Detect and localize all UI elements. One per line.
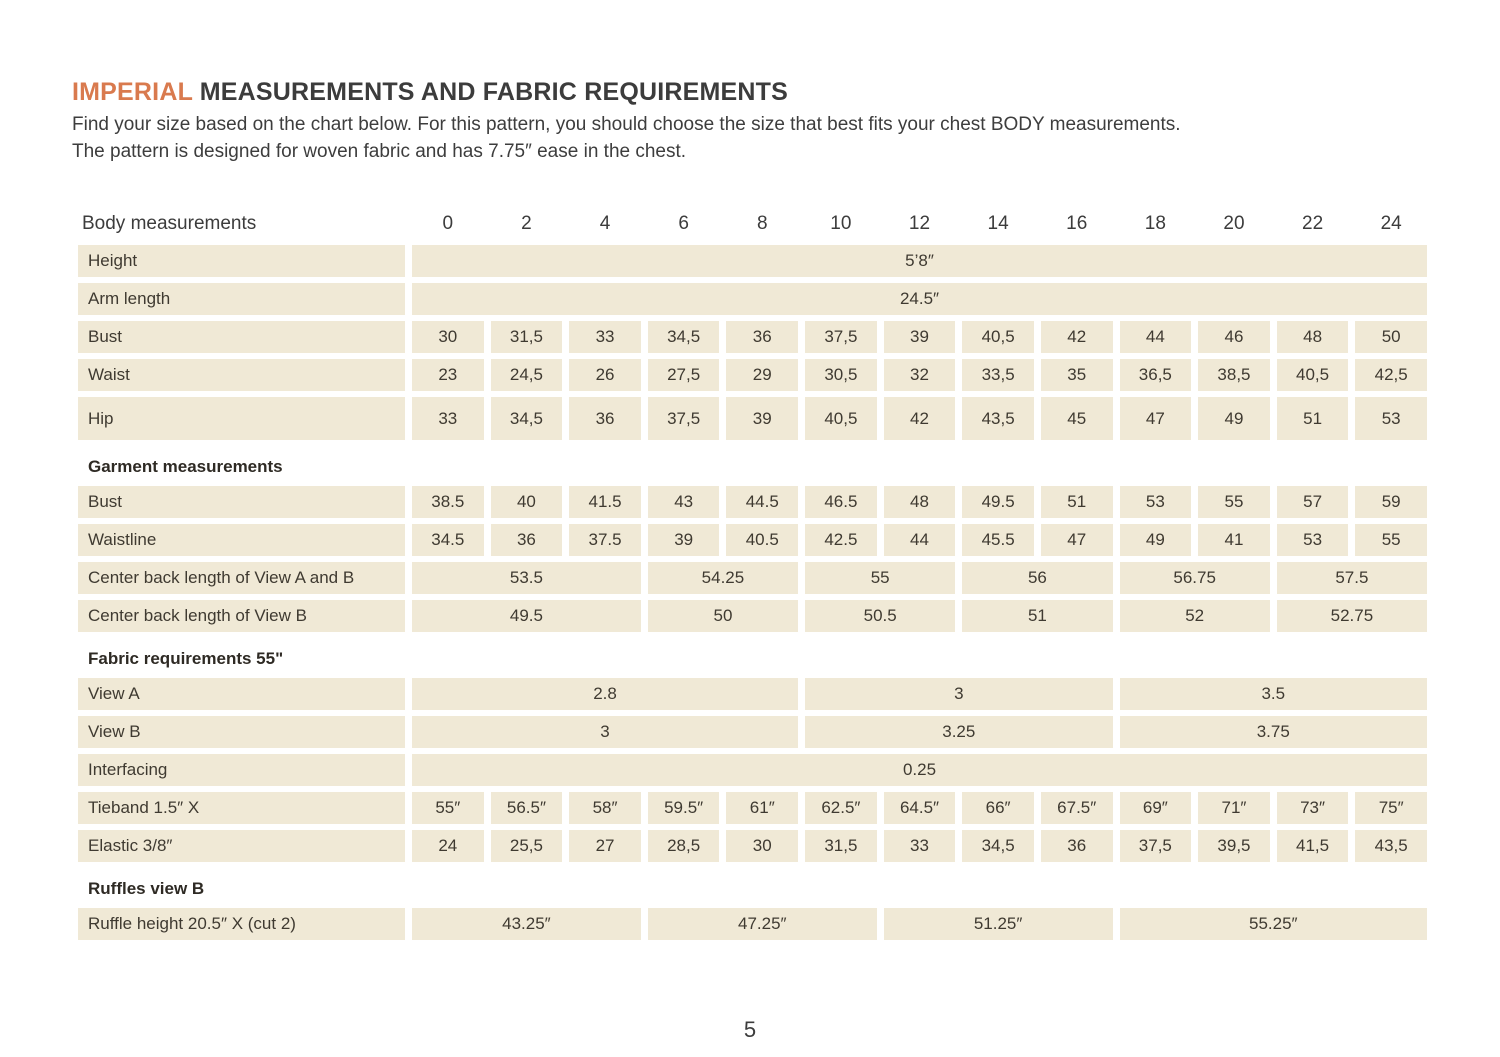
column-header-size: 6 — [678, 213, 689, 234]
table-cell: 26 — [569, 359, 641, 391]
page-title — [72, 78, 1427, 107]
row-label: Bust — [78, 486, 405, 518]
table-cell: 38.5 — [412, 486, 484, 518]
table-cell: 27,5 — [648, 359, 720, 391]
table-cell: 33 — [884, 830, 956, 862]
table-cell: 33 — [412, 397, 484, 440]
column-header-size: 18 — [1144, 213, 1166, 234]
table-cell: 59 — [1355, 486, 1427, 518]
table-cell: 31,5 — [491, 321, 563, 353]
table-cell: 33,5 — [962, 359, 1034, 391]
intro-line-2: The pattern is designed for woven fabric and has 7.75″ ease in the chest. — [72, 141, 687, 162]
table-cell: 59.5″ — [648, 792, 720, 824]
row-label: Hip — [78, 397, 405, 440]
table-cell: 53.5 — [412, 562, 641, 594]
column-header-size: 12 — [908, 213, 931, 234]
table-cell: 50.5 — [805, 600, 955, 632]
table-cell: 44.5 — [726, 486, 798, 518]
table-cell: 41,5 — [1277, 830, 1349, 862]
section-header: Garment measurements — [88, 457, 283, 476]
table-cell: 49 — [1198, 397, 1270, 440]
table-cell: 73″ — [1277, 792, 1349, 824]
table-cell: 48 — [884, 486, 956, 518]
table-cell: 36 — [569, 397, 641, 440]
table-cell: 54.25 — [648, 562, 798, 594]
table-cell: 53 — [1277, 524, 1349, 556]
table-cell: 40 — [491, 486, 563, 518]
table-cell: 40,5 — [962, 321, 1034, 353]
row-label: Arm length — [78, 283, 405, 315]
column-header-size: 10 — [830, 213, 852, 234]
table-cell: 56.5″ — [491, 792, 563, 824]
table-cell: 24.5″ — [412, 283, 1427, 315]
page-title-rest: MEASUREMENTS AND FABRIC REQUIREMENTS — [192, 78, 788, 106]
table-cell: 56.75 — [1120, 562, 1270, 594]
table-cell: 47 — [1041, 524, 1113, 556]
table-cell: 34,5 — [962, 830, 1034, 862]
table-cell: 51.25″ — [884, 908, 1113, 940]
column-header-size: 2 — [521, 213, 532, 234]
column-header-size: 16 — [1066, 213, 1088, 234]
table-cell: 35 — [1041, 359, 1113, 391]
section-header: Ruffles view B — [88, 879, 205, 898]
table-cell: 34,5 — [648, 321, 720, 353]
table-cell: 27 — [569, 830, 641, 862]
column-header-size: 24 — [1380, 213, 1402, 234]
table-cell: 47.25″ — [648, 908, 877, 940]
table-cell: 67.5″ — [1041, 792, 1113, 824]
row-label: Waist — [78, 359, 405, 391]
table-cell: 42.5 — [805, 524, 877, 556]
table-cell: 45 — [1041, 397, 1113, 440]
size-table — [78, 209, 1427, 940]
table-cell: 49 — [1120, 524, 1192, 556]
table-cell: 53 — [1120, 486, 1192, 518]
table-cell: 41.5 — [569, 486, 641, 518]
table-cell: 37,5 — [805, 321, 877, 353]
table-cell: 23 — [412, 359, 484, 391]
table-cell: 42,5 — [1355, 359, 1427, 391]
table-cell: 39,5 — [1198, 830, 1270, 862]
intro-line-1: Find your size based on the chart below. For this pattern, you should choose the size that best fits your chest BODY measurements. — [72, 114, 1181, 135]
table-cell: 37,5 — [648, 397, 720, 440]
table-cell: 51 — [1277, 397, 1349, 440]
table-cell: 58″ — [569, 792, 641, 824]
row-label: View B — [78, 716, 405, 748]
table-cell: 36 — [491, 524, 563, 556]
table-cell: 3.75 — [1120, 716, 1427, 748]
table-cell: 30 — [412, 321, 484, 353]
table-cell: 66″ — [962, 792, 1034, 824]
table-cell: 43,5 — [1355, 830, 1427, 862]
table-cell: 61″ — [726, 792, 798, 824]
table-cell: 28,5 — [648, 830, 720, 862]
table-cell: 49.5 — [412, 600, 641, 632]
row-label: Interfacing — [78, 754, 405, 786]
row-label: Ruffle height 20.5″ X (cut 2) — [78, 908, 405, 940]
table-cell: 3 — [412, 716, 798, 748]
table-cell: 55.25″ — [1120, 908, 1427, 940]
column-header-size: 22 — [1302, 213, 1324, 234]
column-header-size: 20 — [1223, 213, 1245, 234]
section-header: Fabric requirements 55" — [88, 649, 284, 668]
table-cell: 55 — [1355, 524, 1427, 556]
table-cell: 48 — [1277, 321, 1349, 353]
table-cell: 39 — [726, 397, 798, 440]
table-cell: 42 — [1041, 321, 1113, 353]
table-cell: 44 — [1120, 321, 1192, 353]
table-cell: 3.25 — [805, 716, 1112, 748]
table-cell: 37.5 — [569, 524, 641, 556]
table-cell: 36 — [1041, 830, 1113, 862]
table-cell: 31,5 — [805, 830, 877, 862]
table-cell: 42 — [884, 397, 956, 440]
row-label: Center back length of View B — [78, 600, 405, 632]
row-label: Elastic 3/8″ — [78, 830, 405, 862]
table-cell: 51 — [962, 600, 1112, 632]
table-cell: 69″ — [1120, 792, 1192, 824]
table-cell: 45.5 — [962, 524, 1034, 556]
table-cell: 57 — [1277, 486, 1349, 518]
table-cell: 40.5 — [726, 524, 798, 556]
table-cell: 46 — [1198, 321, 1270, 353]
table-cell: 30 — [726, 830, 798, 862]
table-cell: 43.25″ — [412, 908, 641, 940]
row-label: Height — [78, 245, 405, 277]
table-cell: 46.5 — [805, 486, 877, 518]
table-cell: 34,5 — [491, 397, 563, 440]
row-label: Tieband 1.5″ X — [78, 792, 405, 824]
table-cell: 30,5 — [805, 359, 877, 391]
table-cell: 44 — [884, 524, 956, 556]
table-cell: 52 — [1120, 600, 1270, 632]
table-cell: 57.5 — [1277, 562, 1427, 594]
column-header-body-measurements: Body measurements — [82, 213, 257, 234]
table-cell: 39 — [648, 524, 720, 556]
table-cell: 41 — [1198, 524, 1270, 556]
table-cell: 33 — [569, 321, 641, 353]
table-cell: 24 — [412, 830, 484, 862]
table-cell: 24,5 — [491, 359, 563, 391]
row-label: Bust — [78, 321, 405, 353]
intro-text — [72, 111, 1427, 165]
table-cell: 40,5 — [805, 397, 877, 440]
table-cell: 75″ — [1355, 792, 1427, 824]
table-cell: 43,5 — [962, 397, 1034, 440]
row-label: Waistline — [78, 524, 405, 556]
table-cell: 25,5 — [491, 830, 563, 862]
table-cell: 49.5 — [962, 486, 1034, 518]
table-cell: 53 — [1355, 397, 1427, 440]
table-cell: 50 — [1355, 321, 1427, 353]
table-cell: 62.5″ — [805, 792, 877, 824]
table-cell: 3 — [805, 678, 1112, 710]
table-cell: 71″ — [1198, 792, 1270, 824]
page-number: 5 — [743, 1017, 757, 1042]
table-cell: 52.75 — [1277, 600, 1427, 632]
table-cell: 37,5 — [1120, 830, 1192, 862]
column-header-size: 8 — [756, 213, 768, 234]
table-cell: 29 — [726, 359, 798, 391]
column-header-size: 0 — [442, 213, 454, 234]
table-cell: 0.25 — [412, 754, 1427, 786]
table-cell: 47 — [1120, 397, 1192, 440]
table-cell: 3.5 — [1120, 678, 1427, 710]
table-cell: 40,5 — [1277, 359, 1349, 391]
table-cell: 36 — [726, 321, 798, 353]
table-cell: 51 — [1041, 486, 1113, 518]
table-cell: 55 — [1198, 486, 1270, 518]
row-label: View A — [78, 678, 405, 710]
page-title-highlight: IMPERIAL — [72, 78, 193, 106]
table-cell: 55 — [805, 562, 955, 594]
table-cell: 36,5 — [1120, 359, 1192, 391]
column-header-size: 14 — [987, 213, 1009, 234]
table-cell: 32 — [884, 359, 956, 391]
table-cell: 2.8 — [412, 678, 798, 710]
table-cell: 64.5″ — [884, 792, 956, 824]
column-header-size: 4 — [599, 213, 611, 234]
table-cell: 38,5 — [1198, 359, 1270, 391]
table-cell: 39 — [884, 321, 956, 353]
table-cell: 56 — [962, 562, 1112, 594]
table-cell: 43 — [648, 486, 720, 518]
row-label: Center back length of View A and B — [78, 562, 405, 594]
table-cell: 34.5 — [412, 524, 484, 556]
table-cell: 50 — [648, 600, 798, 632]
table-cell: 5’8″ — [412, 245, 1427, 277]
table-cell: 55″ — [412, 792, 484, 824]
